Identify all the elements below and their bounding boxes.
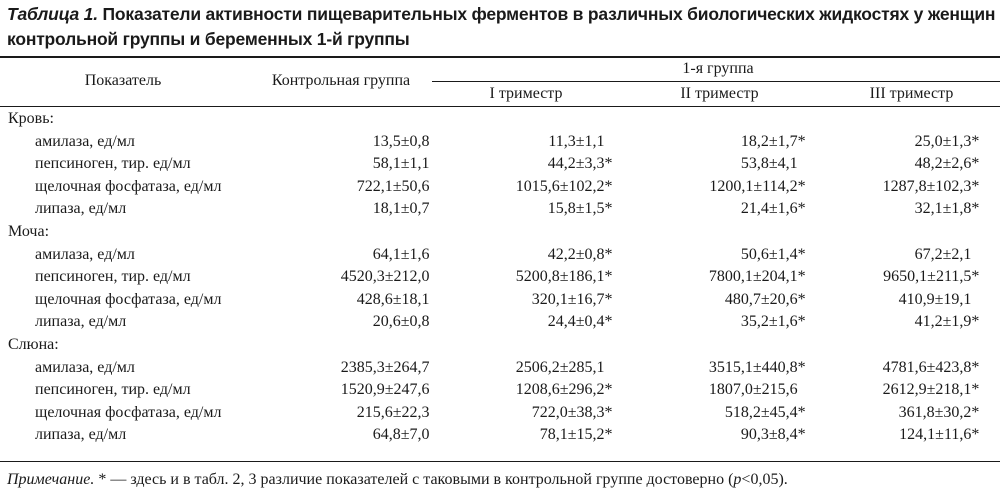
control-value: 4520,3±212,0 [340, 268, 430, 286]
trimester-3-value: 4781,6±423,8 [882, 358, 972, 376]
control-value-cell [273, 198, 457, 221]
table-row [0, 266, 1000, 289]
significance-star: * [604, 381, 613, 399]
significance-star: * [971, 426, 980, 444]
trimester-1-value-cell [456, 402, 630, 425]
significance-star: * [797, 403, 806, 421]
indicator-name: липаза, ед/мл [35, 426, 127, 444]
trimester-3-value-cell [830, 311, 1000, 334]
top-rule [0, 56, 1000, 58]
trimester-2-value-cell [631, 153, 830, 176]
trimester-3-value: 2612,9±218,1 [882, 381, 972, 399]
section-label: Кровь: [8, 110, 54, 127]
control-value-cell [273, 266, 457, 289]
significance-star: * [604, 290, 613, 308]
trimester-3-value: 1287,8±102,3 [882, 177, 972, 195]
trimester-2-value: 7800,1±204,1 [708, 268, 798, 286]
significance-star: * [971, 132, 980, 150]
significance-star: * [604, 200, 613, 218]
trimester-2-value: 1807,0±215,6 [708, 381, 798, 399]
indicator-name: щелочная фосфатаза, ед/мл [35, 177, 222, 195]
trimester-2-value-cell [631, 379, 830, 402]
table-row [0, 198, 1000, 221]
trimester-2-value: 518,2±45,4 [724, 403, 798, 421]
trimester-2-value-cell [631, 311, 830, 334]
table-row [0, 311, 1000, 334]
control-value: 20,6±0,8 [372, 313, 430, 331]
trimester-1-value-cell [456, 244, 630, 267]
significance-star: * [797, 200, 806, 218]
control-value-cell [273, 402, 457, 425]
section-label: Слюна: [8, 335, 59, 353]
trimester-1-value: 15,8±1,5 [547, 200, 605, 218]
trimester-3-value: 361,8±30,2 [898, 403, 972, 421]
significance-star: * [971, 403, 980, 421]
trimester-1-value: 2506,2±285,1 [515, 358, 605, 376]
significance-star: * [971, 358, 980, 376]
significance-star: * [971, 200, 980, 218]
significance-star: * [604, 426, 613, 444]
trimester-1-value-cell [456, 424, 630, 447]
header-bottom-rule [0, 106, 1000, 107]
section-row [0, 334, 1000, 357]
significance-star: * [971, 155, 980, 173]
trimester-2-value-cell [631, 244, 830, 267]
trimester-2-value: 1200,1±114,2 [709, 177, 798, 195]
trimester-3-value-cell [830, 266, 1000, 289]
table-note [7, 470, 997, 490]
trimester-1-value: 78,1±15,2 [539, 426, 605, 444]
trimester-2-value-cell [631, 357, 830, 380]
trimester-2-value: 90,3±8,4 [740, 426, 798, 444]
trimester-2-value: 480,7±20,6 [724, 290, 798, 308]
note-text-after: <0,05). [741, 471, 788, 488]
trimester-1-value-cell [456, 153, 630, 176]
section-row [0, 221, 1000, 244]
trimester-1-value-cell [456, 131, 630, 154]
significance-star: * [604, 177, 613, 195]
control-value: 2385,3±264,7 [340, 358, 430, 376]
significance-star: * [797, 426, 806, 444]
significance-star: * [971, 177, 980, 195]
table-number: Таблица 1. [7, 4, 98, 24]
significance-star: * [604, 268, 613, 286]
indicator-name: амилаза, ед/мл [35, 245, 135, 263]
control-value-cell [273, 131, 457, 154]
control-value-cell [273, 176, 457, 199]
data-table [0, 108, 1000, 447]
table-row [0, 176, 1000, 199]
trimester-3-value-cell [830, 424, 1000, 447]
header-subrule [432, 81, 1000, 82]
significance-star: * [797, 245, 806, 263]
significance-star: * [971, 268, 980, 286]
control-value: 1520,9±247,6 [340, 381, 430, 399]
trimester-2-value-cell [631, 424, 830, 447]
significance-star: * [604, 313, 613, 331]
indicator-name: пепсиноген, тир. ед/мл [35, 381, 191, 399]
trimester-2-value: 53,8±4,1 [740, 155, 798, 173]
trimester-1-value-cell [456, 357, 630, 380]
trimester-2-value-cell [631, 266, 830, 289]
trimester-1-value: 1015,6±102,2 [515, 177, 605, 195]
trimester-3-value: 48,2±2,6 [914, 155, 972, 173]
trimester-1-value: 24,4±0,4 [547, 313, 605, 331]
trimester-3-value: 410,9±19,1 [898, 290, 972, 308]
data-table-body [0, 108, 1000, 447]
trimester-1-value: 1208,6±296,2 [515, 381, 605, 399]
trimester-3-value-cell [830, 244, 1000, 267]
trimester-1-value: 42,2±0,8 [547, 245, 605, 263]
note-label: Примечание. [7, 471, 95, 488]
indicator-name: щелочная фосфатаза, ед/мл [35, 403, 222, 421]
indicator-name: пепсиноген, тир. ед/мл [35, 155, 191, 173]
trimester-2-value: 50,6±1,4 [740, 245, 798, 263]
section-label: Моча: [8, 222, 50, 240]
header-indicator: Показатель [84, 72, 162, 89]
section-row [0, 108, 1000, 131]
trimester-3-value-cell [830, 357, 1000, 380]
trimester-1-value-cell [456, 176, 630, 199]
trimester-1-value: 11,3±1,1 [548, 132, 605, 150]
trimester-2-value-cell [631, 176, 830, 199]
control-value-cell [273, 289, 457, 312]
trimester-3-value: 124,1±11,6 [899, 426, 972, 444]
trimester-1-value: 5200,8±186,1 [515, 268, 605, 286]
table-row [0, 402, 1000, 425]
trimester-1-value-cell [456, 266, 630, 289]
trimester-1-value-cell [456, 379, 630, 402]
significance-star: * [797, 268, 806, 286]
significance-star: * [604, 155, 613, 173]
trimester-1-value: 320,1±16,7 [531, 290, 605, 308]
table-row [0, 131, 1000, 154]
control-value: 722,1±50,6 [356, 177, 430, 195]
trimester-2-value: 35,2±1,6 [740, 313, 798, 331]
trimester-2-value: 21,4±1,6 [740, 200, 798, 218]
significance-star: * [604, 403, 613, 421]
indicator-name: амилаза, ед/мл [35, 132, 135, 150]
table-row [0, 424, 1000, 447]
trimester-2-value: 18,2±1,7 [740, 132, 798, 150]
table-title [7, 2, 997, 52]
significance-star: * [797, 313, 806, 331]
indicator-name: амилаза, ед/мл [35, 358, 135, 376]
trimester-3-value-cell [830, 289, 1000, 312]
trimester-1-value: 44,2±3,3 [547, 155, 605, 173]
table-row [0, 357, 1000, 380]
trimester-2-value-cell [631, 198, 830, 221]
significance-star: * [971, 313, 980, 331]
significance-star: * [797, 290, 806, 308]
significance-star: * [797, 132, 806, 150]
control-value: 58,1±1,1 [372, 155, 430, 173]
significance-star: * [797, 358, 806, 376]
control-value-cell [273, 424, 457, 447]
trimester-2-value: 3515,1±440,8 [708, 358, 798, 376]
indicator-name: липаза, ед/мл [35, 313, 127, 331]
significance-star: * [604, 245, 613, 263]
header-trimester-3: III триместр [869, 85, 954, 102]
control-value: 64,1±1,6 [372, 245, 430, 263]
trimester-1-value-cell [456, 289, 630, 312]
trimester-3-value-cell [830, 153, 1000, 176]
trimester-1-value: 722,0±38,3 [531, 403, 605, 421]
note-p-symbol: p [733, 471, 742, 488]
control-value: 428,6±18,1 [356, 290, 430, 308]
trimester-3-value: 9650,1±211,5 [883, 268, 972, 286]
control-value: 215,6±22,3 [356, 403, 430, 421]
control-value-cell [273, 311, 457, 334]
significance-star: * [797, 177, 806, 195]
trimester-3-value: 41,2±1,9 [914, 313, 972, 331]
trimester-3-value-cell [830, 402, 1000, 425]
table-title-text: Показатели активности пищеварительных ферментов в различных биологических жидкостях у женщин контрольной группы и беременных 1-й группы [7, 4, 996, 49]
significance-star: * [971, 381, 980, 399]
control-value-cell [273, 244, 457, 267]
control-value: 18,1±0,7 [372, 200, 430, 218]
trimester-3-value: 32,1±1,8 [914, 200, 972, 218]
trimester-1-value-cell [456, 311, 630, 334]
trimester-3-value-cell [830, 176, 1000, 199]
indicator-name: щелочная фосфатаза, ед/мл [35, 290, 222, 308]
table-row [0, 289, 1000, 312]
trimester-2-value-cell [631, 289, 830, 312]
indicator-name: липаза, ед/мл [35, 200, 127, 218]
trimester-2-value-cell [631, 402, 830, 425]
trimester-3-value-cell [830, 198, 1000, 221]
trimester-1-value-cell [456, 198, 630, 221]
bottom-rule [0, 461, 1000, 462]
header-trimester-1: I триместр [489, 85, 563, 102]
trimester-2-value-cell [631, 131, 830, 154]
control-value-cell [273, 153, 457, 176]
control-value-cell [273, 357, 457, 380]
table-row [0, 153, 1000, 176]
indicator-name: пепсиноген, тир. ед/мл [35, 268, 191, 286]
header-group-1: 1-я группа [682, 60, 754, 77]
header-control-group: Контрольная группа [271, 72, 411, 89]
table-row [0, 244, 1000, 267]
trimester-3-value-cell [830, 131, 1000, 154]
note-text-before: * — здесь и в табл. 2, 3 различие показателей с таковыми в контрольной группе достоверно ( [94, 471, 734, 488]
table-row [0, 379, 1000, 402]
control-value-cell [273, 379, 457, 402]
control-value: 13,5±0,8 [372, 132, 430, 150]
trimester-3-value: 25,0±1,3 [914, 132, 972, 150]
trimester-3-value: 67,2±2,1 [914, 245, 972, 263]
trimester-3-value-cell [830, 379, 1000, 402]
control-value: 64,8±7,0 [372, 426, 430, 444]
header-trimester-2: II триместр [680, 85, 759, 102]
